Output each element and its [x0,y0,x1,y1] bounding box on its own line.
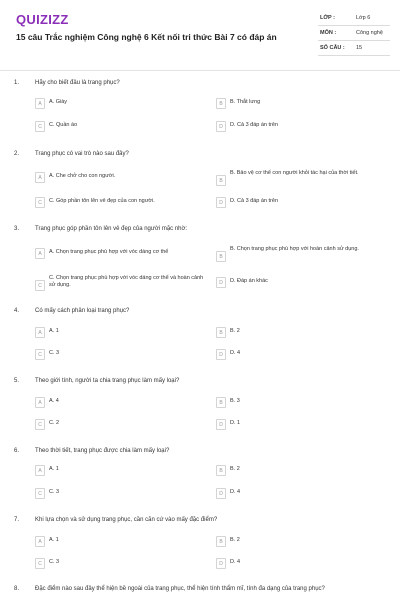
option-a[interactable] [35,535,210,549]
question-number: 2. [14,151,20,157]
option-c[interactable] [35,557,210,571]
question-text: Theo thời tiết, trang phục được chia làm mấy loại? [35,448,170,454]
option-c[interactable] [35,348,210,362]
option-d[interactable] [216,557,394,571]
meta-value: 15 [356,45,363,51]
option-text: C. 3 [49,489,60,495]
question-number: 8. [14,586,20,592]
quizizz-logo[interactable]: QUIZIZZ [16,12,69,27]
option-b[interactable] [216,247,394,261]
option-letter: C [35,349,45,360]
option-letter: A [35,397,45,408]
option-letter: B [216,251,226,262]
option-a[interactable] [35,396,210,410]
meta-label: SỐ CÂU : [320,45,345,51]
option-letter: C [35,419,45,430]
question-number: 5. [14,378,20,384]
option-letter: B [216,175,226,186]
option-text: A. 1 [49,466,59,472]
option-a[interactable] [35,171,210,185]
question-text: Hãy cho biết đâu là trang phục? [35,80,120,86]
option-text: C. 3 [49,350,60,356]
option-a[interactable] [35,97,210,111]
meta-value: Lớp 6 [356,15,371,21]
question-number: 1. [14,80,20,86]
page-title: 15 câu Trắc nghiệm Công nghệ 6 Kết nối tri thức Bài 7 có đáp án [16,32,277,42]
option-a[interactable] [35,326,210,340]
question-text: Đặc điểm nào sau đây thể hiện bề ngoài của trang phục, thể hiện tính thẩm mĩ, tính đa dạng của trang phục? [35,586,325,592]
option-letter: B [216,98,226,109]
option-text: C. Góp phần tôn lên vẻ đẹp của con người. [49,198,155,204]
option-letter: D [216,558,226,569]
option-d[interactable] [216,487,394,501]
option-text: B. Chọn trang phục phù hợp với hoàn cảnh sử dụng. [230,246,359,252]
option-d[interactable] [216,348,394,362]
option-d[interactable] [216,418,394,432]
option-d[interactable] [216,120,394,134]
option-c[interactable] [35,418,210,432]
option-text: D. Cả 3 đáp án trên [230,198,279,204]
question-number: 3. [14,226,20,232]
option-c[interactable] [35,487,210,501]
meta-label: MÔN : [320,30,337,36]
option-text: D. Cả 3 đáp án trên [230,122,279,128]
option-letter: D [216,197,226,208]
option-text: C. Chọn trang phục phù hợp với vóc dáng cơ thể và hoàn cảnh sử dụng. [49,275,204,288]
option-b[interactable] [216,535,394,549]
option-letter: B [216,536,226,547]
option-letter: A [35,98,45,109]
question-text: Có mấy cách phân loại trang phục? [35,308,130,314]
option-text: D. 4 [230,350,241,356]
option-letter: C [35,558,45,569]
question-text: Khi lựa chọn và sử dụng trang phục, cần căn cứ vào mấy đặc điểm? [35,517,218,523]
meta-value: Công nghệ [356,30,383,36]
question-number: 6. [14,448,20,454]
option-text: B. 3 [230,398,240,404]
option-b[interactable] [216,326,394,340]
option-letter: D [216,488,226,499]
option-text: C. Quần áo [49,122,78,128]
option-letter: A [35,536,45,547]
option-text: D. 1 [230,420,241,426]
option-letter: D [216,349,226,360]
option-text: A. Chọn trang phục phù hợp với vóc dáng cơ thể [49,249,169,255]
option-letter: C [35,280,45,291]
option-text: B. Bảo vệ cơ thể con người khỏi tác hại của thời tiết. [230,170,359,176]
option-a[interactable] [35,247,210,261]
option-b[interactable] [216,464,394,478]
option-letter: B [216,465,226,476]
option-text: B. 2 [230,537,240,543]
option-letter: A [35,465,45,476]
option-text: A. Giày [49,99,68,105]
option-text: A. 1 [49,537,59,543]
option-letter: B [216,327,226,338]
question-text: Theo giới tính, người ta chia trang phục làm mấy loại? [35,378,180,384]
option-text: D. Đáp án khác [230,278,268,284]
option-b[interactable] [216,171,394,185]
option-letter: A [35,327,45,338]
question-number: 7. [14,517,20,523]
question-text: Trang phục góp phần tôn lên vẻ đẹp của người mặc nhờ: [35,226,188,232]
option-text: A. 1 [49,328,59,334]
option-c[interactable] [35,196,210,210]
option-letter: C [35,488,45,499]
option-d[interactable] [216,196,394,210]
option-text: B. 2 [230,466,240,472]
question-number: 4. [14,308,20,314]
option-text: C. 2 [49,420,60,426]
option-letter: D [216,277,226,288]
option-d[interactable] [216,276,394,290]
option-text: D. 4 [230,559,241,565]
option-text: A. 4 [49,398,59,404]
option-letter: B [216,397,226,408]
option-letter: D [216,419,226,430]
option-text: B. Thắt lưng [230,99,261,105]
option-b[interactable] [216,396,394,410]
option-text: D. 4 [230,489,241,495]
option-letter: A [35,248,45,259]
option-letter: D [216,121,226,132]
option-letter: C [35,121,45,132]
option-text: A. Che chở cho con người. [49,173,116,179]
option-a[interactable] [35,464,210,478]
option-c[interactable] [35,276,210,290]
option-text: B. 2 [230,328,240,334]
question-text: Trang phục có vai trò nào sau đây? [35,151,129,157]
option-c[interactable] [35,120,210,134]
meta-label: LỚP : [320,15,335,21]
option-letter: C [35,197,45,208]
option-b[interactable] [216,97,394,111]
option-text: C. 3 [49,559,60,565]
option-letter: A [35,172,45,183]
